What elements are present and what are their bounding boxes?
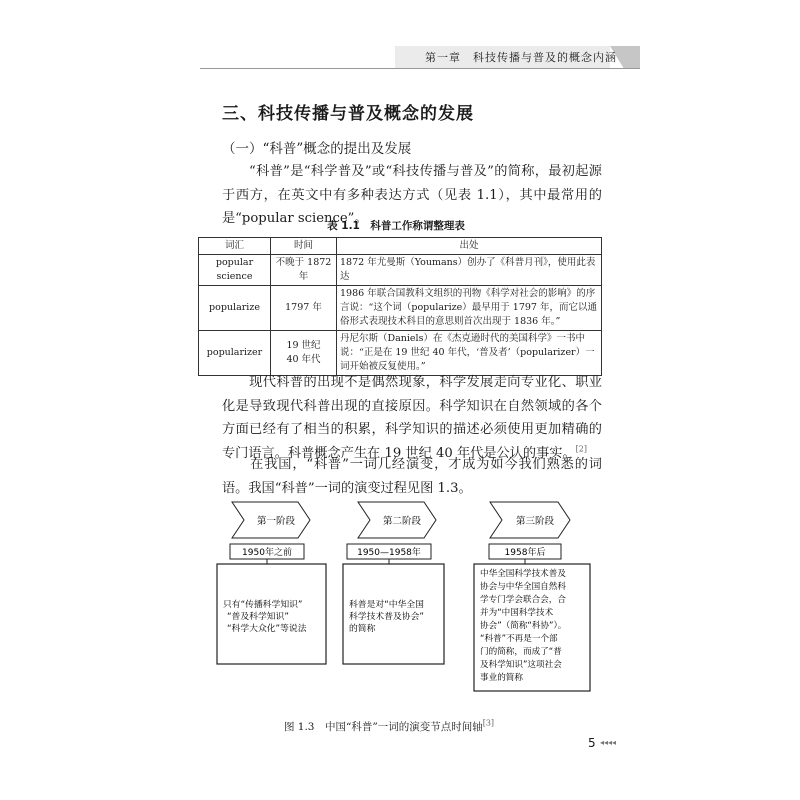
stage-label: 第二阶段 — [382, 516, 422, 527]
table-header-cell: 时间 — [271, 238, 337, 255]
description-line: 科学技术普及协会” — [349, 612, 424, 622]
description-line: 并为“中国科学技术 — [480, 608, 554, 618]
stage-label: 第一阶段 — [256, 516, 296, 527]
table-caption — [0, 218, 800, 233]
table-cell-term: popularizer — [199, 331, 271, 376]
table-cell-source: 1986 年联合国教科文组织的刊物《科学对社会的影响》的序言说：“这个词（popularize）最早用于 1797 年，而它以通俗形式表现技术科目的意思则首次出现于 1836 年。” — [337, 286, 602, 331]
table-caption-text: 表 1.1 科普工作称谓整理表 — [327, 220, 465, 232]
description-line: 科普是对“中华全国 — [349, 600, 424, 610]
figure-caption-text: 图 1.3 中国“科普”一词的演变节点时间轴 — [283, 721, 483, 733]
period-label: 1958年后 — [504, 548, 546, 558]
description-line: 的简称 — [349, 624, 376, 634]
header-rule — [200, 68, 640, 69]
description-line: “科学大众化”等说法 — [227, 624, 307, 634]
table-row — [199, 286, 602, 331]
table-row — [199, 255, 602, 286]
table-cell-time: 不晚于 1872 年 — [271, 255, 337, 286]
stage-3 — [474, 502, 590, 691]
period-label: 1950—1958年 — [357, 548, 421, 558]
description-line: 及科学知识”这项社会 — [480, 660, 562, 670]
description-text — [480, 567, 569, 683]
page-number: 5 — [588, 736, 596, 750]
subsection-title: （一）“科普”概念的提出及发展 — [222, 141, 412, 157]
description-line: 只有“传播科学知识” — [223, 600, 303, 610]
figure-caption — [0, 719, 800, 734]
period-label: 1950年之前 — [242, 548, 292, 558]
table-cell-source: 1872 年尤曼斯（Youmans）创办了《科普月刊》，使用此表达 — [337, 255, 602, 286]
description-line: “科普”不再是一个部 — [480, 634, 558, 644]
stage-2 — [343, 502, 444, 664]
description-line: 中华全国科学技术普及 — [480, 569, 566, 579]
table-header-row — [199, 238, 602, 255]
section-title: 三、科技传播与普及概念的发展 — [222, 104, 474, 124]
paragraph-modern-science — [222, 371, 602, 465]
description-line: 门的简称，而成了“普 — [480, 647, 562, 657]
stage-label: 第三阶段 — [515, 516, 555, 527]
page-arrows-decoration: ◂◂◂◂ — [600, 738, 617, 747]
terminology-table — [198, 237, 602, 376]
table-header-cell: 出处 — [337, 238, 602, 255]
description-line: “普及科学知识” — [227, 612, 289, 622]
footnote-ref[interactable]: [2] — [575, 444, 587, 454]
footnote-ref[interactable]: [3] — [482, 718, 495, 728]
paragraph-intro: “科普”是“科学普及”或“科技传播与普及”的简称，最初起源于西方，在英文中有多种表达方式（见表 1.1），其中最常用的是“popular science”。 — [222, 164, 602, 226]
description-line: 学专门学会联合会，合 — [480, 595, 566, 605]
table-row — [199, 331, 602, 376]
table-header-cell: 词汇 — [199, 238, 271, 255]
running-title: 第一章 科技传播与普及的概念内涵 — [425, 51, 617, 64]
table-cell-term: popular science — [199, 255, 271, 286]
paragraph-china-evolution: 在我国，“科普”一词几经演变，才成为如今我们熟悉的词语。我国“科普”一词的演变过程见图 1.3。 — [222, 457, 602, 496]
description-line: 协会与中华全国自然科 — [480, 582, 566, 592]
table-cell-source: 丹尼尔斯（Daniels）在《杰克逊时代的美国科学》一书中说：“正是在 19 世纪 40 年代，‘普及者’（popularizer）一词开始被反复使用。” — [337, 331, 602, 376]
table-cell-time: 19 世纪 40 年代 — [271, 331, 337, 376]
description-line: 协会”（简称“科协”）。 — [480, 621, 567, 631]
paragraph-modern-science-text: 现代科普的出现不是偶然现象，科学发展走向专业化、职业化是导致现代科普出现的直接原因。科学知识在自然领域的各个方面已经有了相当的积累，科学知识的描述必须使用更加精确的专门语言。科普概念产生在 19 世纪 40 年代是公认的事实。 — [222, 375, 602, 461]
timeline-diagram — [200, 497, 600, 722]
table-cell-term: popularize — [199, 286, 271, 331]
description-line: 事业的简称 — [480, 673, 523, 683]
stage-1 — [217, 502, 326, 664]
table-cell-time: 1797 年 — [271, 286, 337, 331]
